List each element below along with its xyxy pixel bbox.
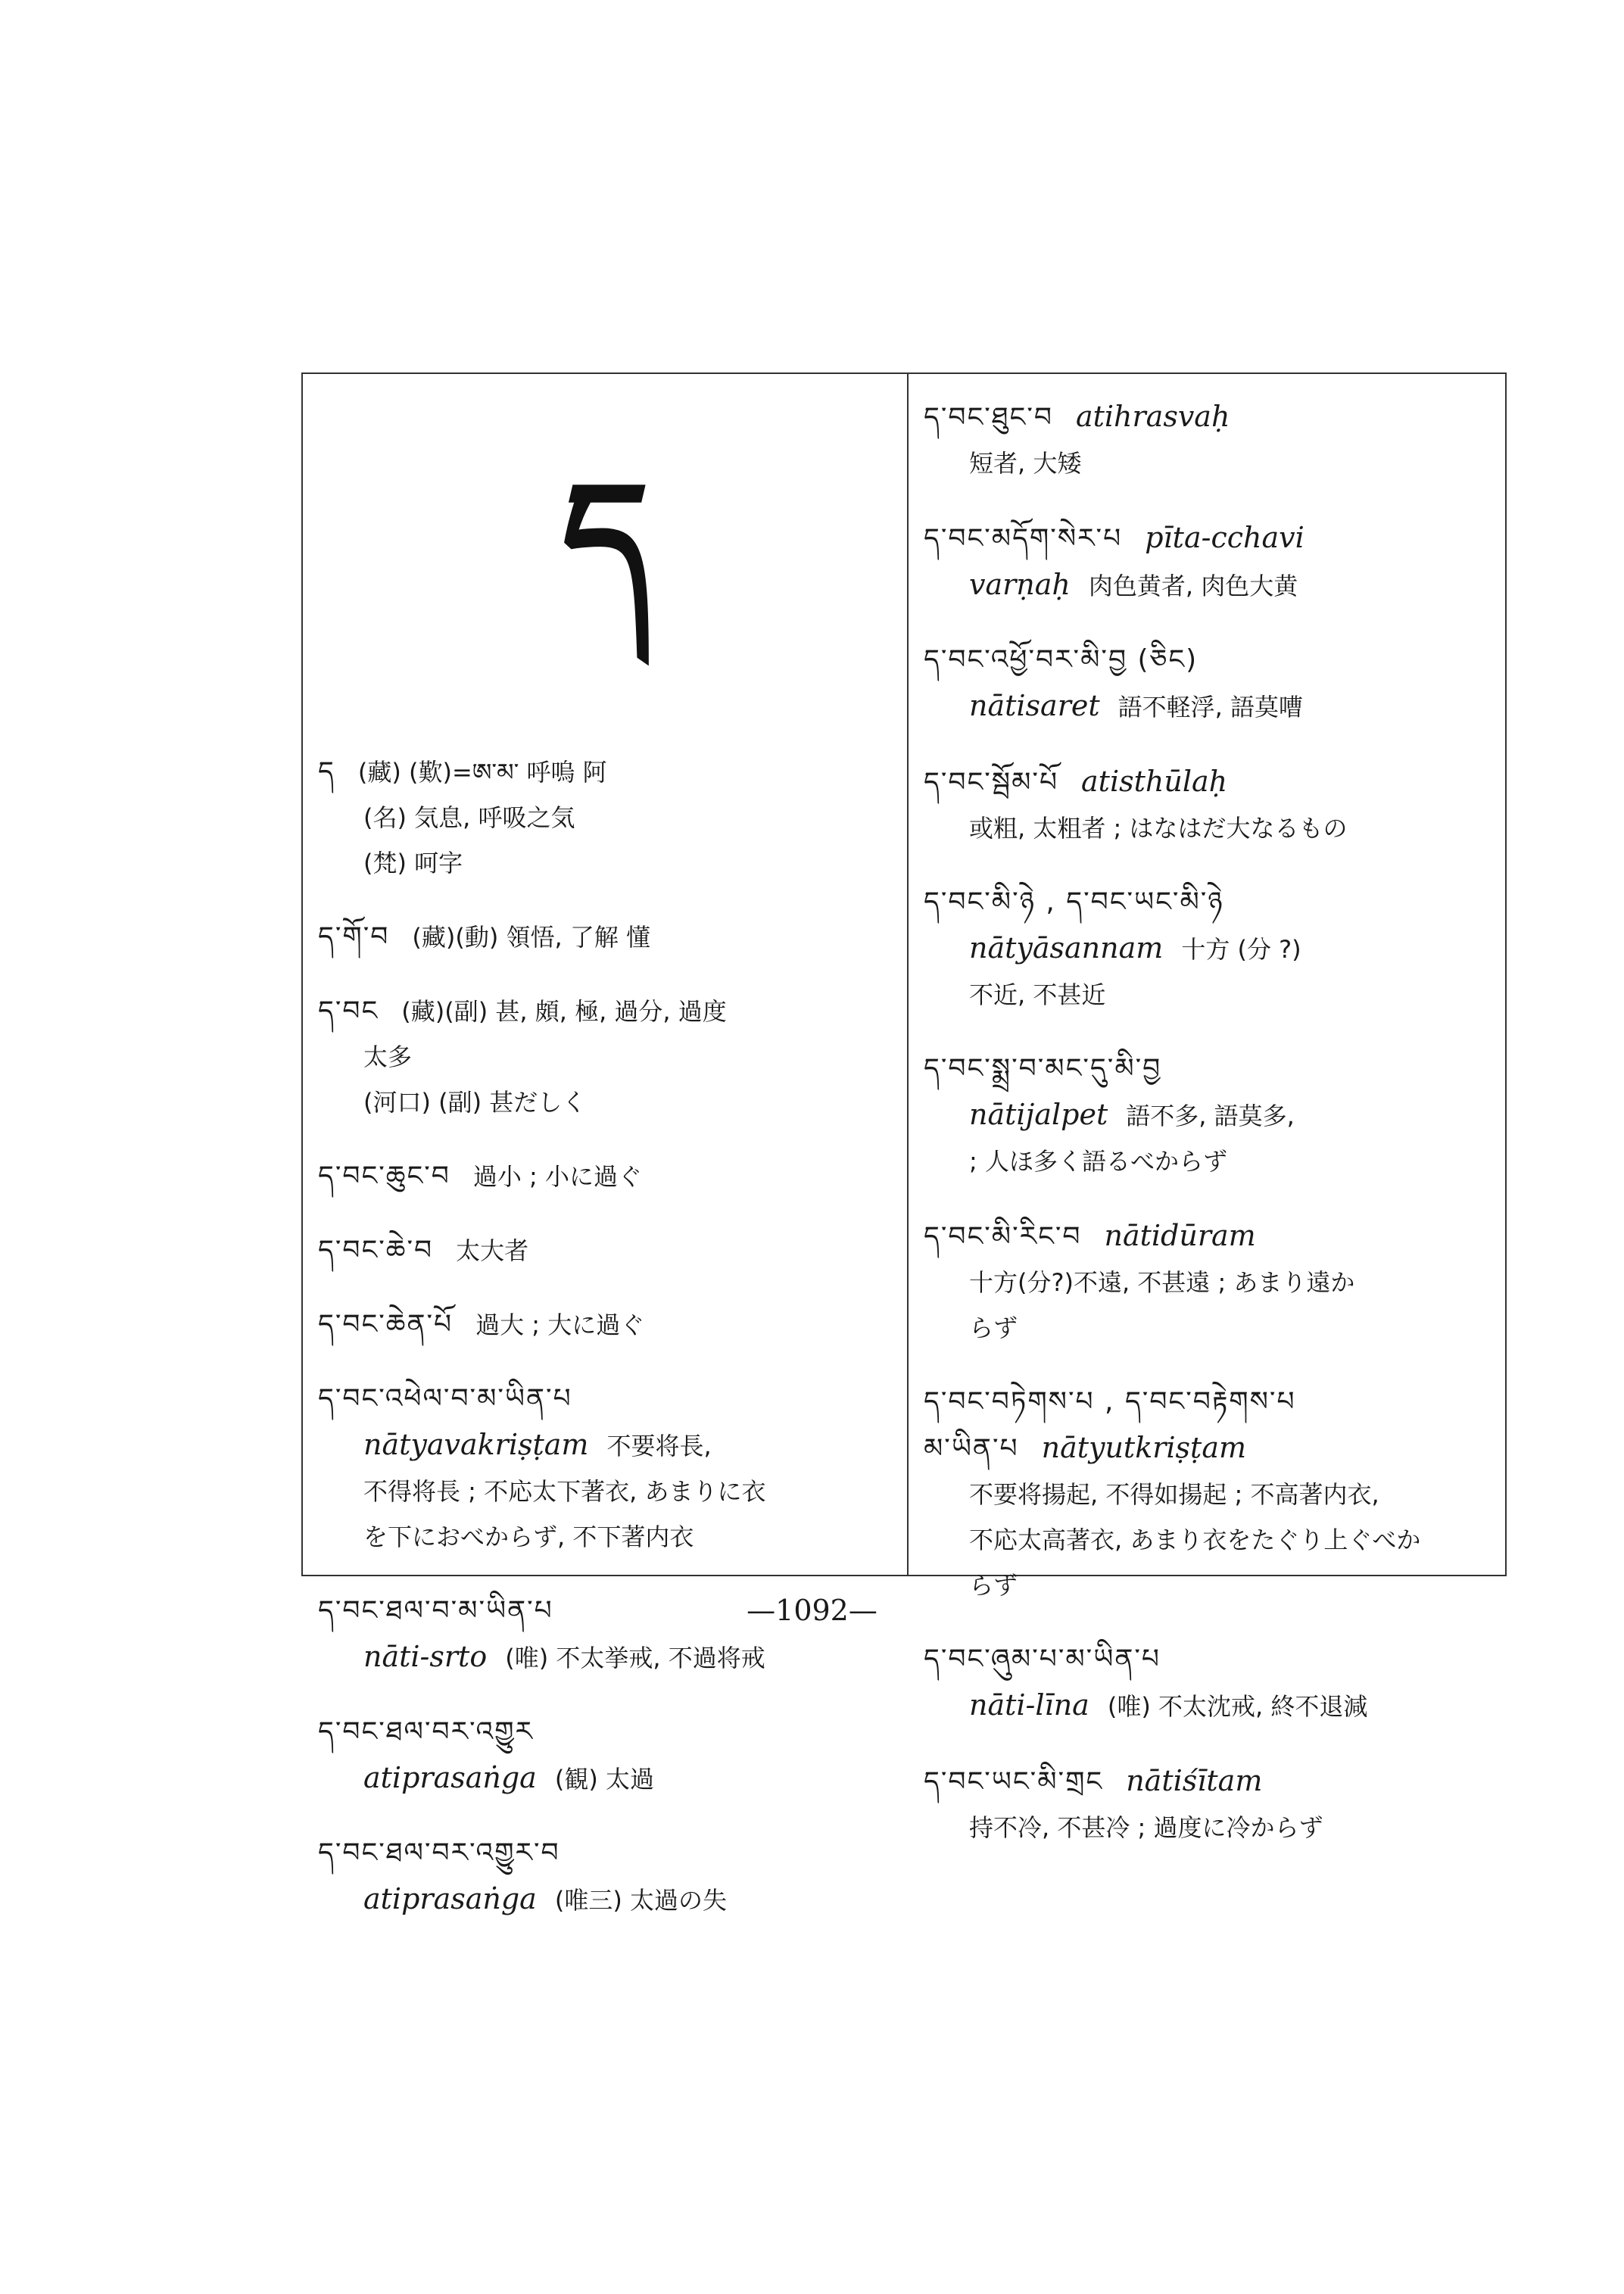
dictionary-entry <box>924 1046 1499 1184</box>
gloss-text: 太多 <box>363 1043 413 1071</box>
entry-line <box>318 1634 893 1681</box>
right-column <box>924 394 1499 1842</box>
sanskrit-equivalent: nātisaret <box>969 689 1100 722</box>
entry-line <box>318 1422 893 1469</box>
tibetan-headword: ད་བང་ཐལ་བར་འགྱུར་བ <box>318 1837 560 1869</box>
gloss-text: (唯) 不太挙戒, 不過将戒 <box>505 1644 765 1672</box>
sanskrit-equivalent: atiprasaṅga <box>363 1882 537 1915</box>
sanskrit-equivalent: nātyāsannam <box>969 931 1164 965</box>
tibetan-headword: ད་བང་ཡང་མི་གྲང <box>924 1766 1104 1797</box>
tibetan-headword: ད་བང་ཆེ་བ <box>318 1235 434 1266</box>
gloss-text: 不要将長, <box>606 1432 712 1460</box>
entry-line <box>318 1154 893 1199</box>
entry-line <box>318 915 893 960</box>
entry-line <box>318 1469 893 1514</box>
entry-line <box>924 1092 1499 1139</box>
sanskrit-equivalent: nāti-līna <box>969 1688 1089 1722</box>
entry-line <box>318 1876 893 1923</box>
tibetan-headword: ད <box>318 756 335 787</box>
entry-line <box>318 1302 893 1348</box>
sanskrit-equivalent: atisthūlaḥ <box>1081 765 1228 798</box>
dictionary-entry <box>924 759 1499 851</box>
dictionary-entry <box>924 1637 1499 1729</box>
entry-line <box>924 880 1499 925</box>
entry-line <box>318 1080 893 1125</box>
dictionary-entry <box>318 750 893 886</box>
entry-line <box>924 1682 1499 1729</box>
gloss-text: 不要将揚起, 不得如揚起 ; 不高著内衣, <box>969 1480 1379 1509</box>
dictionary-entry <box>318 915 893 960</box>
left-entry-list <box>318 750 893 1923</box>
gloss-text: (唯) 不太沈戒, 終不退減 <box>1107 1692 1368 1721</box>
entry-line <box>924 1758 1499 1805</box>
gloss-text: 肉色黄者, 肉色大黄 <box>1088 572 1298 600</box>
gloss-text: (梵) 呵字 <box>363 849 463 877</box>
gloss-text: (観) 太過 <box>554 1765 654 1794</box>
column-divider <box>907 372 909 1576</box>
gloss-text: 不得将長 ; 不応太下著衣, あまりに衣 <box>363 1477 766 1506</box>
tibetan-headword: ད་བང་འཕྱོ་བར་མི་བྱ (ཅིང) <box>924 644 1199 675</box>
entry-line <box>924 637 1499 683</box>
sanskrit-equivalent: nātijalpet <box>969 1098 1108 1131</box>
dictionary-entry <box>318 1154 893 1199</box>
gloss-text: 語不多, 語莫多, <box>1126 1102 1295 1130</box>
sanskrit-equivalent: nātiśītam <box>1126 1764 1263 1797</box>
entry-line <box>318 989 893 1034</box>
section-head-letter: ད <box>562 448 650 626</box>
dictionary-entry <box>318 1302 893 1348</box>
tibetan-headword: ད་བང་སྨྲ་བ་མང་དུ་མི་བྱ <box>924 1053 1162 1084</box>
page-number: —1092— <box>747 1594 877 1627</box>
entry-line <box>924 562 1499 609</box>
entry-line <box>318 750 893 795</box>
dictionary-entry <box>318 1831 893 1923</box>
entry-line <box>318 1376 893 1422</box>
entry-line <box>318 1514 893 1560</box>
sanskrit-equivalent: nātyutkriṣṭam <box>1041 1431 1247 1464</box>
tibetan-headword: ད་བང་མི་རིང་བ <box>924 1221 1082 1252</box>
gloss-text: 十方 (分 ?) <box>1181 935 1301 964</box>
dictionary-entry <box>318 989 893 1125</box>
sanskrit-equivalent: nātidūram <box>1104 1219 1256 1252</box>
entry-line <box>924 394 1499 441</box>
tibetan-headword: ད་བང་འཕེལ་བ་མ་ཡིན་པ <box>318 1383 572 1414</box>
sanskrit-equivalent: nātyavakriṣṭam <box>363 1428 589 1461</box>
entry-line <box>924 1305 1499 1351</box>
entry-line <box>318 1710 893 1755</box>
gloss-text: 過大 ; 大に過ぐ <box>475 1311 645 1339</box>
entry-line <box>924 1425 1499 1472</box>
entry-line <box>318 1755 893 1802</box>
tibetan-headword: ད་བང་ཐུང་བ <box>924 402 1053 433</box>
dictionary-entry <box>318 1710 893 1802</box>
gloss-text: らず <box>969 1314 1018 1342</box>
gloss-text: 太大者 <box>456 1236 529 1265</box>
gloss-text: (藏)(副) 甚, 頗, 極, 過分, 過度 <box>401 997 727 1026</box>
right-entry-list <box>924 394 1499 1850</box>
sanskrit-equivalent: atiprasaṅga <box>363 1761 537 1794</box>
tibetan-headword: ད་གོ་བ <box>318 921 390 952</box>
entry-line <box>924 1046 1499 1092</box>
gloss-text: 或粗, 太粗者 ; はなはだ大なるもの <box>969 814 1348 843</box>
entry-line <box>924 925 1499 972</box>
entry-line <box>924 1139 1499 1184</box>
entry-line <box>318 1228 893 1273</box>
dictionary-entry <box>924 515 1499 609</box>
entry-line <box>924 441 1499 486</box>
tibetan-headword: ད་བང་བཏེགས་པ , ད་བང་བརྟེགས་པ <box>924 1386 1296 1417</box>
dictionary-entry <box>924 1758 1499 1850</box>
tibetan-headword: ད་བང་ཐལ་བ་མ་ཡིན་པ <box>318 1595 553 1626</box>
entry-line <box>924 972 1499 1018</box>
dictionary-entry <box>924 1213 1499 1351</box>
entry-line <box>924 1260 1499 1305</box>
tibetan-headword: ད་བང་ཐལ་བར་འགྱུར <box>318 1716 534 1747</box>
gloss-text: (名) 気息, 呼吸之気 <box>363 803 575 832</box>
dictionary-entry <box>924 880 1499 1018</box>
gloss-text: 過小 ; 小に過ぐ <box>472 1162 642 1191</box>
entry-line <box>318 795 893 840</box>
gloss-text: らず <box>969 1571 1018 1600</box>
gloss-text: 十方(分?)不遠, 不甚遠 ; あまり遠か <box>969 1268 1355 1297</box>
gloss-text: 短者, 大矮 <box>969 449 1082 478</box>
sanskrit-equivalent: atihrasvaḥ <box>1075 400 1230 433</box>
entry-line <box>924 683 1499 730</box>
gloss-text: 不近, 不甚近 <box>969 980 1106 1009</box>
gloss-text: (河口) (副) 甚だしく <box>363 1088 587 1117</box>
sanskrit-equivalent: pīta-cchavi <box>1145 521 1304 554</box>
entry-line <box>924 1805 1499 1850</box>
gloss-text: 不応太高著衣, あまり衣をたぐり上ぐべか <box>969 1526 1421 1554</box>
tibetan-headword: ད་བང་མི་ཉེ , ད་བང་ཡང་མི་ཉེ <box>924 887 1224 918</box>
entry-line <box>318 1831 893 1876</box>
sanskrit-equivalent: varṇaḥ <box>969 568 1071 601</box>
entry-line <box>924 1472 1499 1517</box>
sanskrit-equivalent: nāti-srto <box>363 1640 488 1673</box>
entry-line <box>924 1379 1499 1425</box>
tibetan-headword: ད་བང་ཞུམ་པ་མ་ཡིན་པ <box>924 1644 1161 1675</box>
gloss-text: (唯三) 太過の失 <box>554 1886 727 1915</box>
tibetan-headword: ད་བང་སྦོམ་པོ <box>924 767 1059 798</box>
entry-line <box>924 806 1499 851</box>
entry-line <box>318 1034 893 1080</box>
gloss-text: 語不軽浮, 語莫嘈 <box>1117 693 1303 722</box>
dictionary-entry <box>924 637 1499 730</box>
tibetan-headword: ད་བང་ཆུང་བ <box>318 1161 450 1192</box>
tibetan-headword: ད་བང <box>318 996 379 1027</box>
dictionary-entry <box>924 394 1499 486</box>
entry-line <box>924 1637 1499 1682</box>
entry-line <box>924 1517 1499 1563</box>
gloss-text: を下におべからず, 不下著内衣 <box>363 1523 694 1551</box>
tibetan-headword: མ་ཡིན་པ <box>924 1433 1019 1464</box>
entry-line <box>924 759 1499 806</box>
tibetan-headword: ད་བང་མདོག་སེར་པ <box>924 523 1123 554</box>
tibetan-headword: ད་བང་ཆེན་པོ <box>318 1309 454 1340</box>
gloss-text: (藏) (歎)=ཨ་མ་ 呼嗚 阿 <box>357 758 607 787</box>
gloss-text: (藏)(動) 領悟, 了解 懂 <box>412 923 651 952</box>
entry-line <box>924 515 1499 562</box>
dictionary-entry <box>318 1228 893 1273</box>
gloss-text: 持不冷, 不甚冷 ; 過度に冷からず <box>969 1813 1323 1842</box>
entry-line <box>924 1213 1499 1260</box>
entry-line <box>318 840 893 886</box>
dictionary-entry <box>924 1379 1499 1608</box>
dictionary-entry <box>318 1376 893 1560</box>
gloss-text: ; 人ほ多く語るべからず <box>969 1147 1227 1176</box>
